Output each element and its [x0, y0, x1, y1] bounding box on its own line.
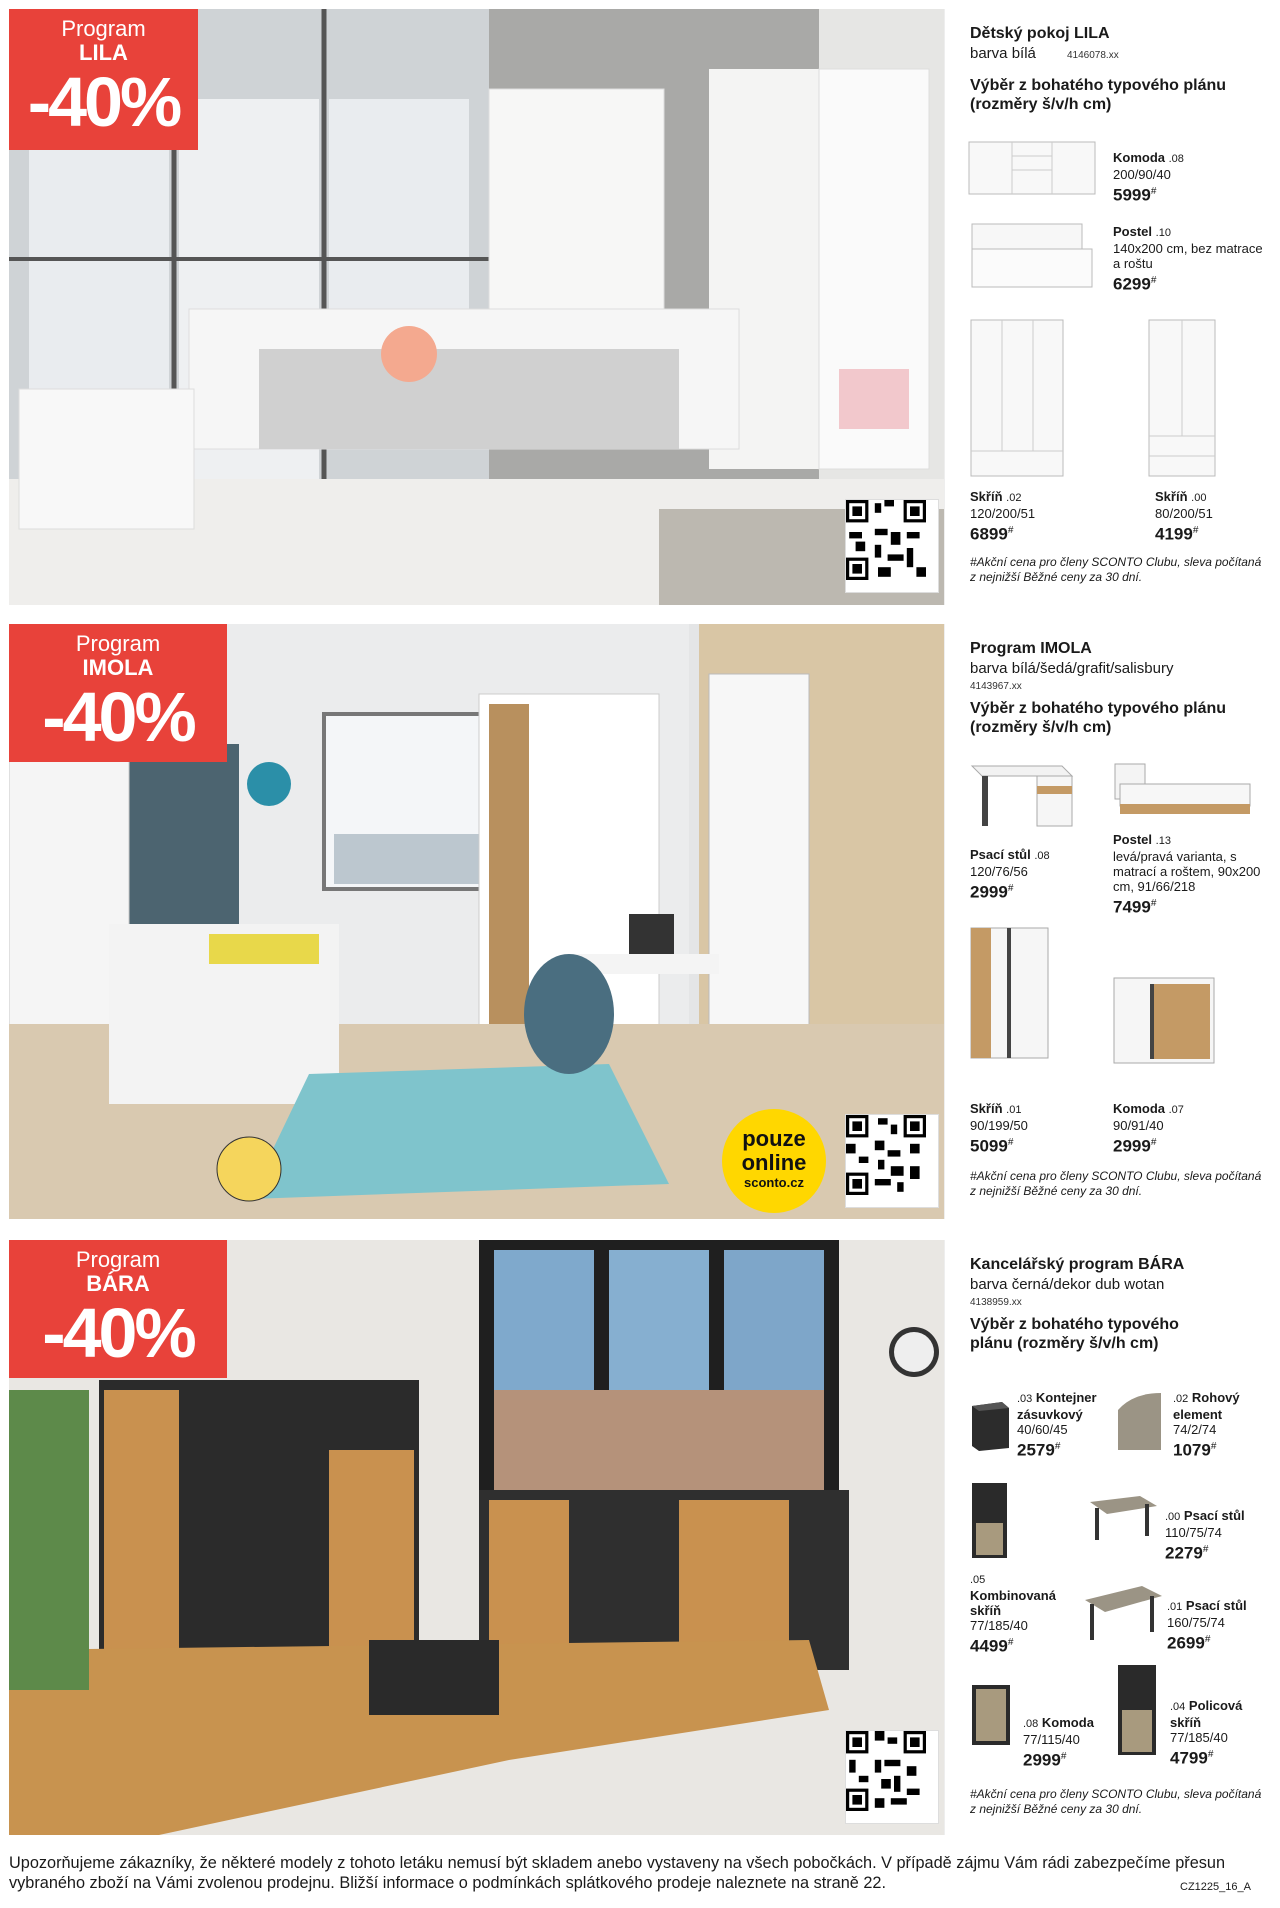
badge-program-name: IMOLA [82, 655, 154, 680]
item-price: 6299 [1113, 274, 1151, 294]
item-price: 7499 [1113, 897, 1151, 917]
item-price: 2999 [1113, 1136, 1151, 1156]
badge-discount: -40% [42, 1294, 194, 1372]
wardrobe-image [967, 924, 1052, 1064]
drawer-container-image [967, 1398, 1012, 1453]
online-only-badge [722, 1109, 826, 1213]
page-code: CZ1225_16_A [1180, 1881, 1251, 1893]
item-dims: 80/200/51 [1155, 506, 1213, 521]
combined-cabinet-image [967, 1478, 1012, 1563]
lila-room-photo [9, 9, 944, 605]
item-code: .08 [1034, 850, 1050, 862]
qr-code[interactable] [845, 499, 939, 593]
item-code: .00 [1165, 1511, 1181, 1523]
item-code: .04 [1170, 1701, 1186, 1713]
item-code: .03 [1017, 1393, 1033, 1405]
item-code: .01 [1167, 1601, 1183, 1613]
badge-program-label: Program [75, 1247, 161, 1272]
item-name: Kombinovaná skříň [970, 1588, 1056, 1618]
item-dims: 90/91/40 [1113, 1118, 1164, 1133]
product-item[interactable]: .08 Komoda 77/115/40 2999# [1023, 1715, 1094, 1770]
imola-discount-badge [9, 624, 227, 762]
footer-disclaimer: Upozorňujeme zákazníky, že některé modely z tohoto letáku nemusí být skladem anebo vystaveny na všech pobočkách. V případě zájmu Vám rádi zabezpečíme přesun vybraného zboží na Vámi zvolenou prodejnu. Bližší informace o podmínkách splátkového prodeje naleznete na straně 22. [9, 1854, 1226, 1892]
wardrobe-large-image [967, 316, 1067, 481]
club-price-note: #Akční cena pro členy SCONTO Clubu, sleva počítaná z nejnižší Běžné ceny za 30 dní. [970, 1787, 1262, 1816]
item-price: 2699 [1167, 1633, 1205, 1653]
item-dims: 160/75/74 [1167, 1615, 1225, 1630]
section-lila [9, 9, 1271, 605]
desk-small-image [1085, 1490, 1160, 1545]
item-dims: 110/75/74 [1165, 1525, 1222, 1540]
product-item[interactable]: Komoda .08 200/90/40 5999# [1113, 150, 1184, 205]
qr-code-icon [846, 1731, 926, 1811]
item-price: 2579 [1017, 1440, 1055, 1460]
shelf-cabinet-image [1113, 1660, 1163, 1760]
online-line1: pouze [742, 1126, 806, 1151]
item-code: .00 [1191, 492, 1207, 504]
dresser-image [967, 1680, 1017, 1750]
item-dims: 40/60/45 [1017, 1422, 1068, 1437]
bara-product-panel [944, 1240, 1272, 1835]
item-name: Policová skříň [1170, 1698, 1243, 1730]
qr-code-icon [846, 500, 926, 580]
product-item[interactable]: Skříň .01 90/199/50 5099# [970, 1101, 1028, 1156]
item-name: Skříň [1155, 489, 1188, 504]
corner-element-image [1113, 1390, 1168, 1455]
plan-choice-text: Výběr z bohatého typového plánu (rozměry š/v/h cm) [970, 77, 1227, 113]
item-code: .01 [1006, 1104, 1022, 1116]
bara-discount-badge [9, 1240, 227, 1378]
item-dims: 77/115/40 [1023, 1732, 1080, 1747]
item-code: .02 [1006, 492, 1022, 504]
qr-code[interactable] [845, 1730, 939, 1824]
product-item[interactable]: .00 Psací stůl 110/75/74 2279# [1165, 1508, 1245, 1563]
item-price: 4499 [970, 1636, 1008, 1656]
qr-code[interactable] [845, 1114, 939, 1208]
online-line2: online [741, 1150, 807, 1175]
product-code: 4138959.xx [970, 1297, 1022, 1308]
badge-program-label: Program [61, 16, 146, 41]
item-name: Skříň [970, 1101, 1003, 1116]
badge-program-name: LILA [79, 40, 128, 65]
plan-choice-text: Výběr z bohatého typového plánu (rozměry š/v/h cm) [970, 1316, 1179, 1352]
product-code: 4143967.xx [970, 681, 1022, 692]
item-price: 2279 [1165, 1543, 1203, 1563]
online-url: sconto.cz [744, 1175, 804, 1190]
product-color: barva bílá/šedá/grafit/salisbury [970, 660, 1174, 677]
item-dims: 90/199/50 [970, 1118, 1028, 1133]
item-dims: 120/200/51 [970, 506, 1036, 521]
qr-code-icon [846, 1115, 926, 1195]
product-color: barva bílá [970, 45, 1036, 62]
product-code: 4146078.xx [1067, 50, 1119, 61]
item-dims: 77/185/40 [1170, 1730, 1228, 1745]
badge-program-label: Program [75, 631, 161, 656]
badge-discount: -40% [42, 678, 194, 756]
imola-product-panel [944, 624, 1272, 1219]
badge-program-name: BÁRA [86, 1271, 150, 1296]
item-name: Komoda [1113, 1101, 1165, 1116]
product-color: barva černá/dekor dub wotan [970, 1276, 1165, 1293]
item-name: Skříň [970, 489, 1003, 504]
item-dims: 77/185/40 [970, 1618, 1028, 1633]
product-item[interactable]: .04 Policová skříň 77/185/40 4799# [1170, 1698, 1243, 1768]
product-title: Kancelářský program BÁRA [970, 1256, 1185, 1273]
product-title: Program IMOLA [970, 640, 1092, 657]
item-code: .13 [1155, 835, 1171, 847]
item-name: Kontejner zásuvkový [1017, 1390, 1097, 1422]
product-item[interactable]: Skříň .02 120/200/51 6899# [970, 489, 1036, 544]
product-item[interactable]: Psací stůl .08 120/76/56 2999# [970, 847, 1050, 902]
product-item[interactable]: .02 Rohový element 74/2/74 1079# [1173, 1390, 1240, 1460]
item-price: 4199 [1155, 524, 1193, 544]
item-price: 5099 [970, 1136, 1008, 1156]
item-dims: levá/pravá varianta, s matrací a roštem, 90x200 cm, 91/66/218 [1113, 849, 1261, 894]
item-name: Postel [1113, 832, 1153, 847]
item-name: Psací stůl [970, 847, 1031, 862]
wardrobe-small-image [1145, 316, 1220, 481]
item-name: Psací stůl [1185, 1598, 1247, 1613]
lila-product-panel [944, 9, 1272, 605]
bara-office-photo [9, 1240, 944, 1835]
plan-choice-text: Výběr z bohatého typového plánu (rozměry š/v/h cm) [970, 700, 1227, 736]
bed-image [967, 219, 1097, 294]
item-price: 2999 [1023, 1750, 1061, 1770]
product-item[interactable]: Komoda .07 90/91/40 2999# [1113, 1101, 1184, 1156]
bed-image [1110, 759, 1255, 819]
product-item[interactable]: .01 Psací stůl 160/75/74 2699# [1167, 1598, 1247, 1653]
dresser-image [967, 134, 1097, 199]
imola-room-photo [9, 624, 944, 1219]
product-item[interactable]: .03 Kontejner zásuvkový 40/60/45 2579# [1017, 1390, 1097, 1460]
desk-large-image [1080, 1580, 1165, 1645]
item-name: Komoda [1113, 150, 1165, 165]
item-dims: 140x200 cm, bez matrace a roštu [1113, 241, 1263, 271]
club-price-note: #Akční cena pro členy SCONTO Clubu, sleva počítaná z nejnižší Běžné ceny za 30 dní. [970, 1169, 1262, 1198]
item-code: .08 [1023, 1718, 1039, 1730]
desk-image [967, 756, 1077, 831]
section-imola [9, 624, 1271, 1219]
item-dims: 74/2/74 [1173, 1422, 1217, 1437]
lila-discount-badge [9, 9, 198, 150]
item-name: Komoda [1041, 1715, 1094, 1730]
dresser-image [1110, 974, 1220, 1069]
item-code: .10 [1155, 227, 1171, 239]
item-price: 1079 [1173, 1440, 1211, 1460]
item-code: .07 [1168, 1104, 1184, 1116]
item-price: 5999 [1113, 185, 1151, 205]
item-name: Rohový element [1173, 1390, 1240, 1422]
badge-discount: -40% [27, 63, 180, 141]
item-price: 4799 [1170, 1748, 1208, 1768]
product-item[interactable]: Postel .10 140x200 cm, bez matrace a roštu 6299# [1113, 224, 1263, 294]
item-dims: 200/90/40 [1113, 167, 1171, 182]
product-item[interactable]: Postel .13 levá/pravá varianta, s matrací a roštem, 90x200 cm, 91/66/218 7499# [1113, 832, 1261, 917]
item-price: 2999 [970, 882, 1008, 902]
product-item[interactable]: Skříň .00 80/200/51 4199# [1155, 489, 1213, 544]
club-price-note: #Akční cena pro členy SCONTO Clubu, sleva počítaná z nejnižší Běžné ceny za 30 dní. [970, 555, 1262, 584]
item-code: .08 [1168, 153, 1184, 165]
item-name: Postel [1113, 224, 1153, 239]
product-item[interactable]: .05 Kombinovaná skříň 77/185/40 4499# [970, 1574, 1056, 1656]
item-code: .02 [1173, 1393, 1189, 1405]
item-dims: 120/76/56 [970, 864, 1028, 879]
section-bara [9, 1240, 1271, 1835]
item-name: Psací stůl [1183, 1508, 1245, 1523]
product-title: Dětský pokoj LILA [970, 25, 1110, 42]
item-price: 6899 [970, 524, 1008, 544]
item-code: .05 [970, 1574, 986, 1586]
